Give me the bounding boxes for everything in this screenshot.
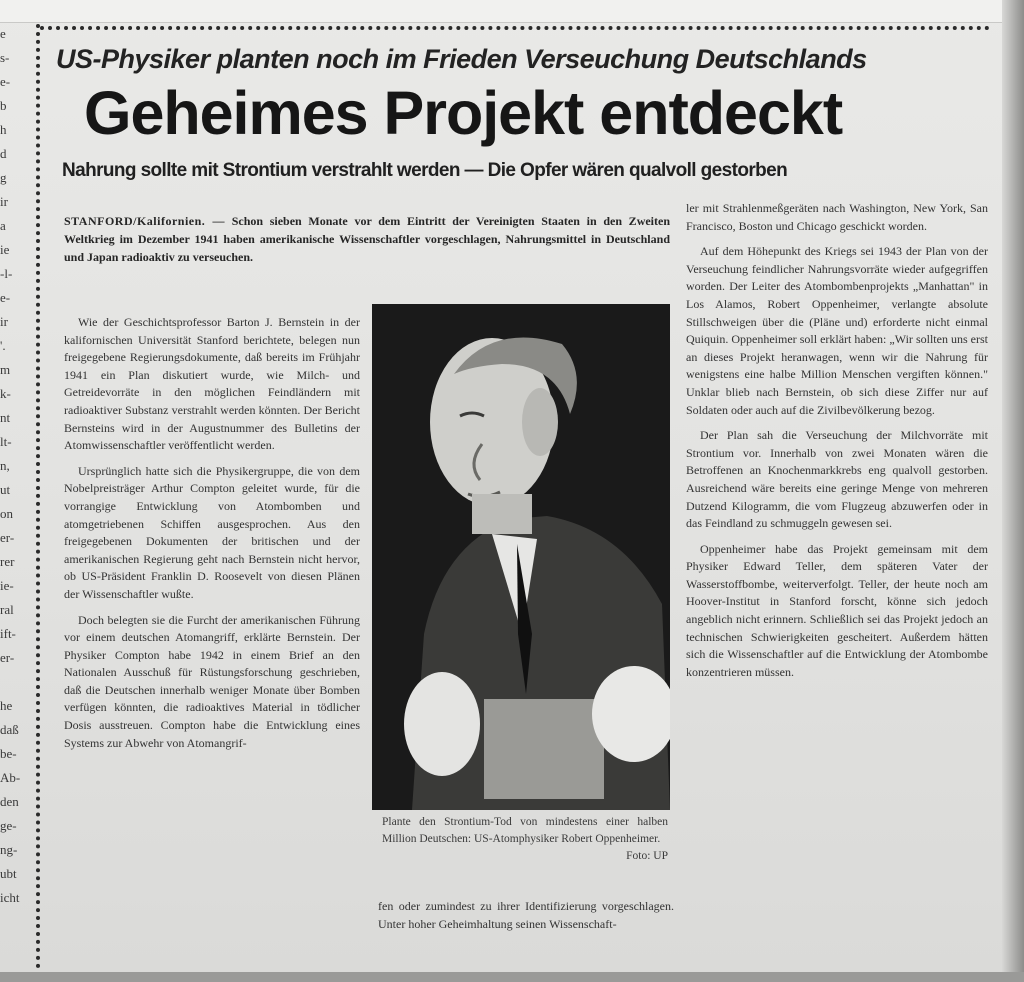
body-column-middle — [378, 898, 674, 968]
paragraph: Ursprünglich hatte sich die Physikergruppe, die von dem Nobelpreisträger Arthur Compton geleitet wurde, für die vorrangige Entwicklung von Atombomben und atomgetriebenen Schiffen ausgesprochen. Aus den freigegebenen Dokumenten der britischen und der amerikanischen Regierung geht nach Bernstein nicht hervor, ob US-Präsident Franklin D. Roosevelt von diesen Plänen der Wissenschaftler wußte. — [64, 463, 360, 601]
fragment-text — [0, 670, 32, 694]
paragraph: Wie der Geschichtsprofessor Barton J. Bernstein in der kalifornischen Universität Stanford berichtete, belegen nun freigegebene Regierungsdokumente, daß bereits im Frühjahr 1941 ein Plan diskutiert wurde, wie Milch- und Getreidevorräte in den möglichen Feindländern mit radioaktiver Substanz verstrahlt werden könnten. Der Bericht Bernsteins wird in der Augustnummer des Bulletins der Atomwissenschaftler veröffentlicht werden. — [64, 315, 360, 453]
fragment-text: Ab- — [0, 770, 21, 785]
fragment-text: rer — [0, 554, 15, 569]
fragment-text: on — [0, 506, 13, 521]
fragment-text: be- — [0, 746, 17, 761]
paragraph: ler mit Strahlenmeßgeräten nach Washington, New York, San Francisco, Boston und Chicago geschickt worden. — [686, 201, 988, 233]
top-divider — [40, 26, 990, 30]
fragment-text: ge- — [0, 818, 17, 833]
headline: Geheimes Projekt entdeckt — [84, 79, 843, 147]
fragment-text: ie — [0, 242, 10, 257]
fragment-text: ift- — [0, 626, 16, 641]
paragraph: Der Plan sah die Verseuchung der Milchvorräte mit Strontium vor. Innerhalb von zwei Monaten wären die Betroffenen an Knochenmarkkrebs eng qualvoll gestorben. Ausreichend wäre bereits eine geringe Menge von mehreren Dutzend Kilogramm, die vom Flugzeug abzuwerfen oder in das Feindland zu schmuggeln gewesen sei. — [686, 428, 988, 531]
portrait-photo — [372, 304, 670, 810]
fragment-text: ie- — [0, 578, 14, 593]
fragment-text: ubt — [0, 866, 17, 881]
fragment-text: s- — [0, 50, 10, 65]
photo-credit: Foto: UP — [626, 850, 668, 862]
dateline: STANFORD/Kalifornien. — — [64, 214, 225, 228]
fragment-text: er- — [0, 650, 15, 665]
paragraph: Auf dem Höhepunkt des Kriegs sei 1943 der Plan von der Verseuchung feindlicher Nahrungsvorräte wieder aufgegriffen worden. Der Leiter des Atombombenprojekts „Manhattan" in Los Alamos, Robert Oppenheimer, verlangte absolute Stillschweigen über die (Pläne und) erforderte nicht einmal Quiquin. Oppenheimer soll erklärt haben: „Wir sollten uns erst an dieses Projekt heranwagen, wenn wir die Nahrung für wenigstens eine halbe Million Menschen vergiften können." Unklar blieb nach Bernstein, ob sich diese Ziffer nur auf Soldaten oder auch auf die Zivilbevölkerung bezog. — [686, 244, 988, 417]
fragment-text: he — [0, 698, 13, 713]
lead-text: Schon sieben Monate vor dem Eintritt der Vereinigten Staaten in den Zweiten Weltkrieg im Dezember 1941 haben amerikanische Wissenschaftler vorgeschlagen, Nahrungsmittel in Deutschland und Japan radioaktiv zu verseuchen. — [64, 214, 671, 264]
lead-paragraph — [64, 212, 670, 266]
body-column-left — [64, 314, 360, 964]
fragment-text: er- — [0, 530, 15, 545]
fragment-text: d — [0, 146, 7, 161]
scan-top-margin — [0, 0, 1024, 23]
fragment-text: ir — [0, 314, 8, 329]
paragraph: Doch belegten sie die Furcht der amerikanischen Führung vor einem deutschen Atomangriff, erklärte Bernstein. Der Physiker Compton habe 1942 in einem Brief an den Nationalen Ausschuß für Rüstungsforschung geschrieben, daß die Deutschen innerhalb weniger Monate über Bomben verfügen könnten, die radioaktives Material in tödlicher Dosis ausstreuen. Compton habe die Entwicklung eines Systems zur Abwehr von Atomangrif- — [64, 612, 360, 750]
fragment-text: ut — [0, 482, 11, 497]
fragment-text: n, — [0, 458, 10, 473]
paragraph: fen oder zumindest zu ihrer Identifizierung vorgeschlagen. Unter hoher Geheimhaltung seinen Wissenschaft- — [378, 899, 674, 931]
caption-text: Plante den Strontium-Tod von mindestens einer halben Million Deutschen: US-Atomphysiker Robert Oppenheimer. — [382, 816, 668, 845]
fragment-text: g — [0, 170, 7, 185]
fragment-text: '. — [0, 338, 6, 353]
fragment-text: e- — [0, 74, 11, 89]
body-column-right — [686, 200, 988, 968]
paragraph: Oppenheimer habe das Projekt gemeinsam mit dem Physiker Edward Teller, dem späteren Vater der Wasserstoffbombe, weiterverfolgt. Teller, der heute noch am Hoover-Institut in Stanford forscht, könne sich jedoch angeblich nicht erinnern. Schließlich sei das Projekt jedoch an technischen Schwierigkeiten gescheitert. Außerdem hätten sich die Wissenschaftler auf die Entwicklung der Atombombe konzentrieren müssen. — [686, 541, 988, 679]
fragment-text: den — [0, 794, 19, 809]
fragment-text: nt — [0, 410, 11, 425]
scan-right-edge — [1002, 0, 1024, 982]
fragment-text: k- — [0, 386, 11, 401]
previous-column-fragments — [0, 22, 32, 972]
fragment-text: lt- — [0, 434, 12, 449]
fragment-text: icht — [0, 890, 20, 905]
fragment-text: ng- — [0, 842, 18, 857]
fragment-text: -l- — [0, 266, 13, 281]
fragment-text: daß — [0, 722, 19, 737]
fragment-text: ral — [0, 602, 14, 617]
photo-caption — [382, 814, 668, 865]
fragment-text: a — [0, 218, 6, 233]
scan-bottom-edge — [0, 972, 1024, 982]
fragment-text: e — [0, 26, 6, 41]
fragment-text: m — [0, 362, 11, 377]
subhead: Nahrung sollte mit Strontium verstrahlt werden — Die Opfer wären qualvoll gestorben — [62, 160, 788, 181]
fragment-text: h — [0, 122, 7, 137]
kicker: US-Physiker planten noch im Frieden Verseuchung Deutschlands — [56, 44, 867, 74]
fragment-text: e- — [0, 290, 11, 305]
fragment-text: b — [0, 98, 7, 113]
fragment-text: ir — [0, 194, 8, 209]
column-divider — [36, 24, 40, 969]
